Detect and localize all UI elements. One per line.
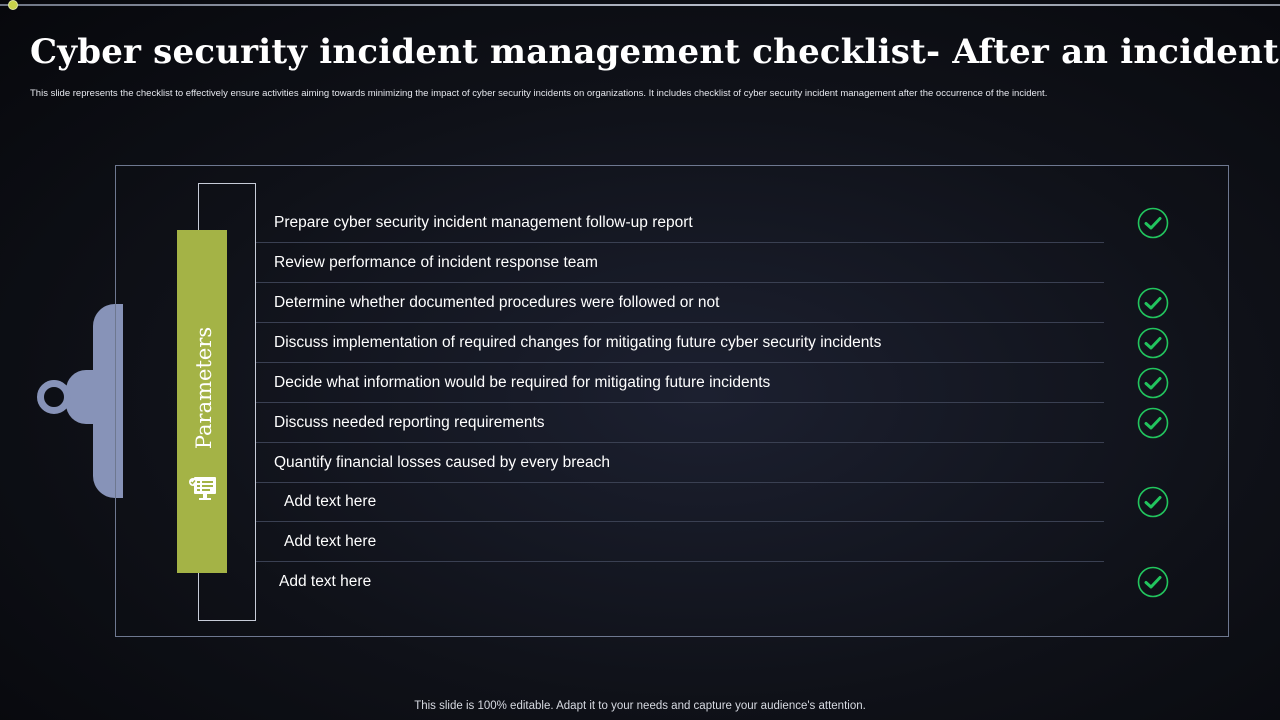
- checklist-row: [256, 443, 1104, 483]
- checklist-row: [256, 323, 1104, 363]
- checklist-item-text: Determine whether documented procedures were followed or not: [274, 293, 720, 311]
- checklist-item-text: Decide what information would be required for mitigating future incidents: [274, 373, 771, 391]
- checklist-item-text: Add text here: [279, 573, 372, 590]
- checklist-item-text: Quantify financial losses caused by every breach: [274, 453, 611, 471]
- checkmark-circle-icon: [1137, 207, 1169, 239]
- checklist-row: [256, 363, 1104, 403]
- checkmark-circle-icon: [1137, 367, 1169, 399]
- checklist-item-text: Discuss implementation of required changes for mitigating future cyber security incidents: [274, 333, 882, 351]
- checklist-row: [256, 403, 1104, 443]
- checklist-row: [256, 562, 1104, 602]
- top-divider: [0, 4, 1280, 6]
- checklist-row: [256, 482, 1104, 522]
- slide-title: Cyber security incident management checklist- After an incident: [30, 32, 1279, 72]
- checklist-item-text: Prepare cyber security incident management follow-up report: [274, 213, 693, 231]
- parameters-label: Parameters: [192, 326, 216, 450]
- checklist-row: [256, 243, 1104, 283]
- clipboard-clip-ring: [37, 380, 71, 414]
- checkmark-circle-icon: [1137, 407, 1169, 439]
- checklist-row: [256, 283, 1104, 323]
- checklist-item-text: Discuss needed reporting requirements: [274, 413, 545, 431]
- checklist-row: [256, 203, 1104, 243]
- checklist-item-text: Add text here: [284, 532, 377, 550]
- checkmark-circle-icon: [1137, 287, 1169, 319]
- computer-checklist-icon: [188, 473, 218, 503]
- top-dot-marker: [8, 0, 18, 10]
- checkmark-circle-icon: [1137, 566, 1169, 598]
- checkmark-circle-icon: [1137, 327, 1169, 359]
- checklist-row: [256, 522, 1104, 562]
- checklist-item-text: Add text here: [284, 492, 377, 510]
- checklist-item-text: Review performance of incident response team: [274, 253, 598, 271]
- checkmark-circle-icon: [1137, 486, 1169, 518]
- slide-subtitle: This slide represents the checklist to effectively ensure activities aiming towards minimizing the impact of cyber security incidents on organizations. It includes checklist of cyber security incident management after the occurrence of the incident.: [30, 88, 1048, 99]
- slide-footer: This slide is 100% editable. Adapt it to your needs and capture your audience's attention.: [414, 700, 866, 712]
